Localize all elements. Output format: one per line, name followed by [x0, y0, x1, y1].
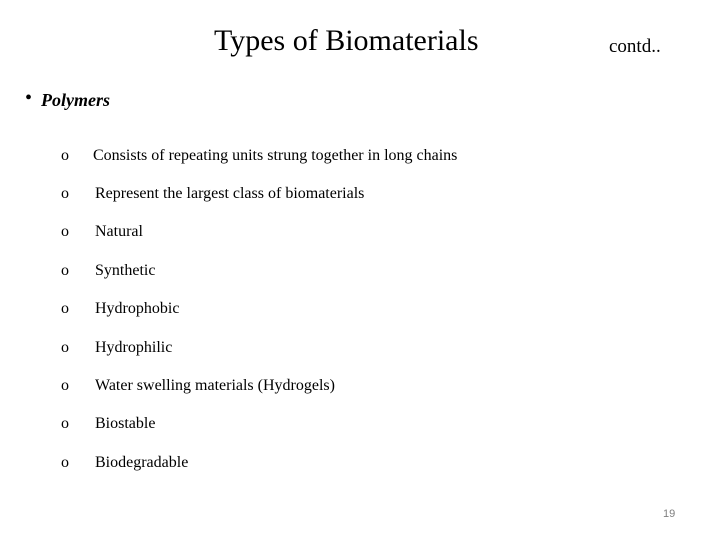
title-continued-label: contd.. [609, 36, 661, 57]
list-item [0, 451, 720, 475]
list-marker-icon: o [61, 223, 69, 240]
list-item [0, 412, 720, 436]
list-item-text: Hydrophobic [95, 300, 180, 317]
section-heading: Polymers [41, 90, 110, 110]
list-item-text: Water swelling materials (Hydrogels) [95, 377, 335, 394]
list-item [0, 374, 720, 398]
list-item [0, 220, 720, 244]
list-item-text: Biodegradable [95, 454, 189, 471]
slide-title: Types of Biomaterials [214, 24, 479, 57]
section-bullet-icon: • [25, 87, 33, 109]
list-item-text: Natural [95, 223, 143, 240]
list-item-text: Synthetic [95, 262, 156, 279]
list-marker-icon: o [61, 185, 69, 202]
list-item-text: Biostable [95, 415, 156, 432]
list-marker-icon: o [61, 300, 69, 317]
list-marker-icon: o [61, 454, 69, 471]
page-number: 19 [663, 508, 676, 520]
list-marker-icon: o [61, 147, 69, 164]
list-marker-icon: o [61, 377, 69, 394]
list-item [0, 144, 720, 168]
list-item [0, 336, 720, 360]
list-item [0, 297, 720, 321]
list-item [0, 259, 720, 283]
list-item-text: Hydrophilic [95, 339, 173, 356]
list-marker-icon: o [61, 339, 69, 356]
list-marker-icon: o [61, 262, 69, 279]
list-item-text: Consists of repeating units strung together in long chains [93, 147, 458, 164]
list-marker-icon: o [61, 415, 69, 432]
list-item [0, 182, 720, 206]
list-item-text: Represent the largest class of biomaterials [95, 185, 365, 202]
